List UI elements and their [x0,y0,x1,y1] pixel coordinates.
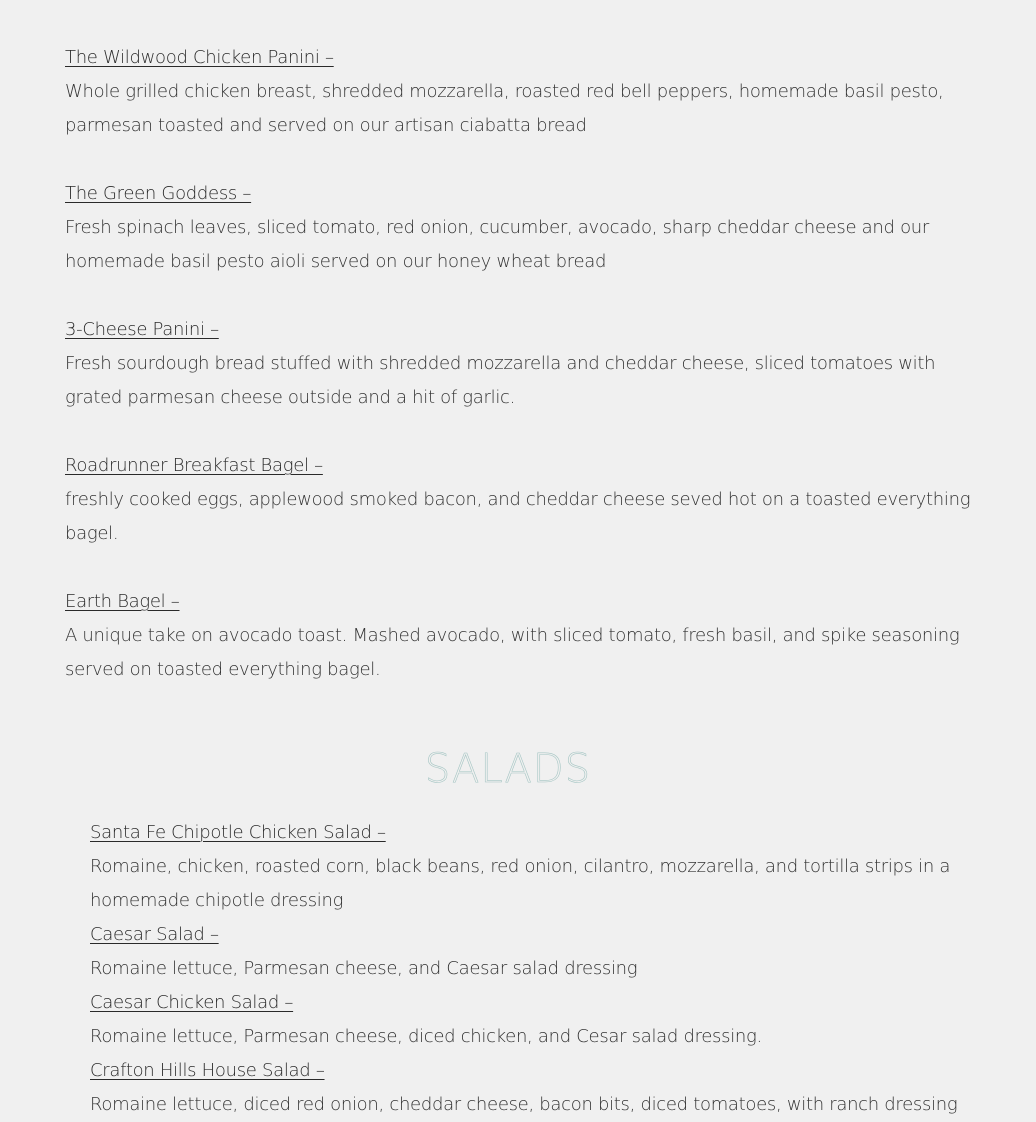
menu-item-green-goddess [65,177,975,279]
menu-item-name[interactable]: The Green Goddess – [65,183,252,204]
menu-item-description: Fresh spinach leaves, sliced tomato, red onion, cucumber, avocado, sharp cheddar cheese and our homemade basil pesto aioli served on our honey wheat bread [65,217,929,272]
menu-item-description: Romaine lettuce, diced red onion, cheddar cheese, bacon bits, diced tomatoes, with ranch dressing [90,1094,958,1115]
menu-item-description: Whole grilled chicken breast, shredded mozzarella, roasted red bell peppers, homemade basil pesto, parmesan toasted and served on our artisan ciabatta bread [65,81,944,136]
menu-item-name[interactable]: Caesar Chicken Salad – [90,992,294,1013]
menu-item-3-cheese-panini [65,313,975,415]
menu-item-name[interactable]: 3-Cheese Panini – [65,319,219,340]
menu-item-caesar-chicken-salad [90,986,990,1054]
menu-item-name[interactable]: The Wildwood Chicken Panini – [65,47,334,68]
menu-item-caesar-salad [90,918,990,986]
menu-item-santa-fe-chipotle-chicken-salad [90,816,990,918]
menu-item-name[interactable]: Earth Bagel – [65,591,180,612]
menu-item-roadrunner-breakfast-bagel [65,449,975,551]
menu-item-earth-bagel [65,585,975,687]
menu-item-description: A unique take on avocado toast. Mashed avocado, with sliced tomato, fresh basil, and spike seasoning served on toasted everything bagel. [65,625,960,680]
sandwich-list [65,41,975,721]
menu-item-name[interactable]: Caesar Salad – [90,924,219,945]
menu-item-wildwood-chicken-panini [65,41,975,143]
menu-item-description: Fresh sourdough bread stuffed with shredded mozzarella and cheddar cheese, sliced tomatoes with grated parmesan cheese outside and a hit of garlic. [65,353,936,408]
menu-item-description: freshly cooked eggs, applewood smoked bacon, and cheddar cheese seved hot on a toasted everything bagel. [65,489,971,544]
menu-item-crafton-hills-house-salad [90,1054,990,1122]
menu-item-name[interactable]: Roadrunner Breakfast Bagel – [65,455,323,476]
menu-item-name[interactable]: Crafton Hills House Salad – [90,1060,325,1081]
menu-item-description: Romaine lettuce, Parmesan cheese, diced chicken, and Cesar salad dressing. [90,1026,762,1047]
menu-item-description: Romaine lettuce, Parmesan cheese, and Caesar salad dressing [90,958,638,979]
salads-heading: SALADS [424,746,592,792]
salad-list [90,816,990,1122]
menu-item-name[interactable]: Santa Fe Chipotle Chicken Salad – [90,822,386,843]
menu-item-description: Romaine, chicken, roasted corn, black beans, red onion, cilantro, mozzarella, and tortilla strips in a homemade chipotle dressing [90,856,951,911]
